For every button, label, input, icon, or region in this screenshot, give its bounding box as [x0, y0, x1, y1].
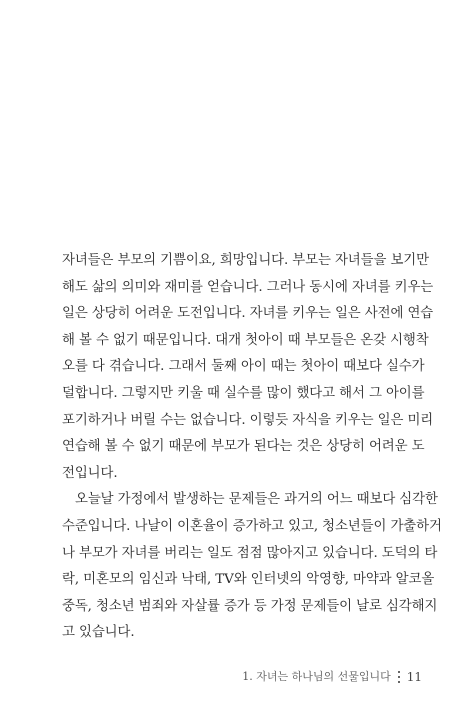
- text-line: 전입니다.: [62, 465, 118, 481]
- text-line: 수준입니다. 나날이 이혼율이 증가하고 있고, 청소년들이 가출하거: [62, 518, 442, 534]
- text-line: 일은 상당히 어려운 도전입니다. 자녀를 키우는 일은 사전에 연습: [62, 306, 434, 322]
- text-line: 연습해 볼 수 없기 때문에 부모가 된다는 것은 상당히 어려운 도: [62, 439, 425, 455]
- body-text: [62, 248, 442, 647]
- footer-divider: [398, 671, 400, 683]
- running-footer: [242, 670, 422, 684]
- page-number: 11: [406, 670, 422, 684]
- text-line: 자녀들은 부모의 기쁨이요, 희망입니다. 부모는 자녀들을 보기만: [62, 253, 429, 268]
- chapter-title: 1. 자녀는 하나님의 선물입니다: [242, 670, 391, 683]
- text-line: 중독, 청소년 범죄와 자살률 증가 등 가정 문제들이 날로 심각해지: [62, 598, 438, 614]
- paragraph-1: [62, 248, 434, 487]
- text-line: 덜합니다. 그렇지만 키울 때 실수를 많이 했다고 해서 그 아이를: [62, 385, 425, 401]
- text-line: 고 있습니다.: [62, 625, 135, 641]
- text-line: 나 부모가 자녀를 버리는 일도 점점 많아지고 있습니다. 도덕의 타: [62, 545, 438, 561]
- text-line: 락, 미혼모의 임신과 낙태, TV와 인터넷의 악영향, 마약과 알코올: [62, 572, 435, 588]
- text-line: 해 볼 수 없기 때문입니다. 대개 첫아이 때 부모들은 온갖 시행착: [62, 332, 429, 348]
- text-line: 오를 다 겪습니다. 그래서 둘째 아이 때는 첫아이 때보다 실수가: [62, 359, 425, 375]
- text-line: 해도 삶의 의미와 재미를 얻습니다. 그러나 동시에 자녀를 키우는: [62, 279, 434, 295]
- paragraph-2: [62, 487, 442, 647]
- text-line: 오늘날 가정에서 발생하는 문제들은 과거의 어느 때보다 심각한: [75, 492, 438, 508]
- text-line: 포기하거나 버릴 수는 없습니다. 이렇듯 자식을 키우는 일은 미리: [62, 412, 434, 428]
